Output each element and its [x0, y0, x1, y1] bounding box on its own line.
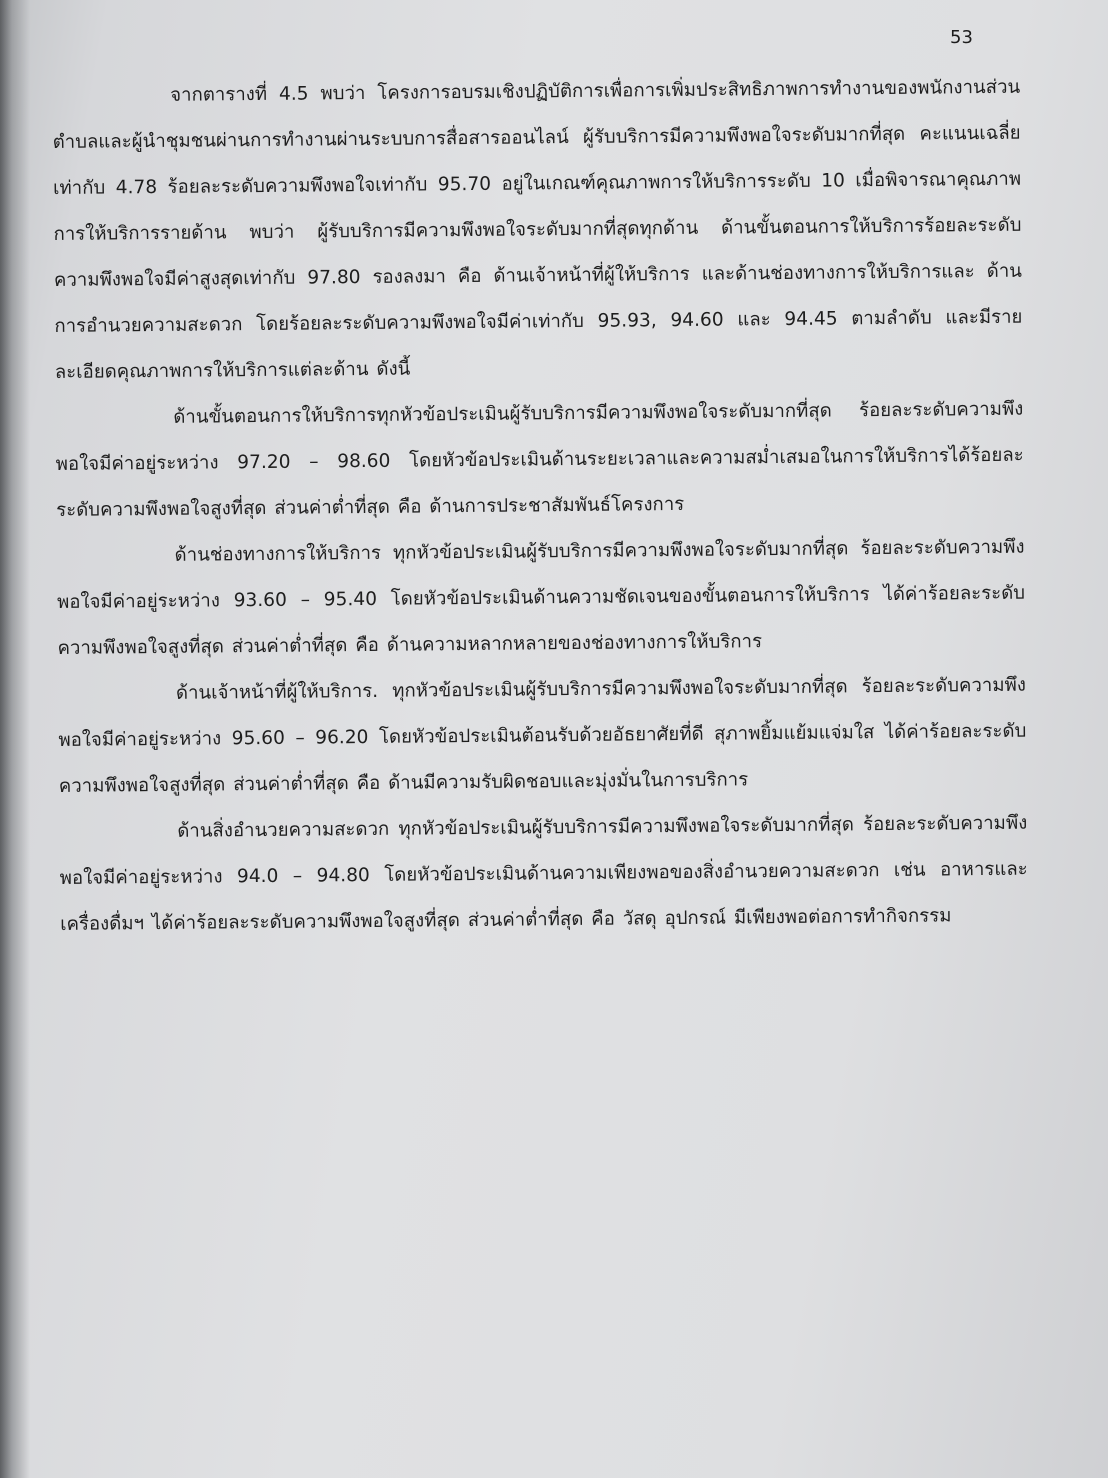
paragraph-staff: ด้านเจ้าหน้าที่ผู้ให้บริการ. ทุกหัวข้อประเมินผู้รับบริการมีความพึงพอใจระดับมากที่สุด ร้อยละระดับความพึงพอใจมีค่าอยู่ระหว่าง 95.60 – 96.20 โดยหัวข้อประเมินต้อนรับด้วยอัธยาศัยที่ดี สุภาพยิ้มแย้มแจ่มใส ได้ค่าร้อยละระดับความพึงพอใจสูงที่สุด ส่วนค่าต่ำที่สุด คือ ด้านมีความรับผิดชอบและมุ่งมั่นในการบริการ: [58, 674, 1027, 797]
paragraph-facilities: ด้านสิ่งอำนวยความสะดวก ทุกหัวข้อประเมินผู้รับบริการมีความพึงพอใจระดับมากที่สุด ร้อยละระดับความพึงพอใจมีค่าอยู่ระหว่าง 94.0 – 94.80 โดยหัวข้อประเมินด้านความเพียงพอของสิ่งอำนวยความสะดวก เช่น อาหารและเครื่องดื่มฯ ได้ค่าร้อยละระดับความพึงพอใจสูงที่สุด ส่วนค่าต่ำที่สุด คือ วัสดุ อุปกรณ์ มีเพียงพอต่อการทำกิจกรรม: [59, 812, 1028, 935]
paragraph-channels: ด้านช่องทางการให้บริการ ทุกหัวข้อประเมินผู้รับบริการมีความพึงพอใจระดับมากที่สุด ร้อยละระดับความพึงพอใจมีค่าอยู่ระหว่าง 93.60 – 95.40 โดยหัวข้อประเมินด้านความชัดเจนของขั้นตอนการให้บริการ ได้ค่าร้อยละระดับความพึงพอใจสูงที่สุด ส่วนค่าต่ำที่สุด คือ ด้านความหลากหลายของช่องทางการให้บริการ: [56, 536, 1026, 659]
page-edge-shadow: [0, 0, 30, 1478]
paragraph-procedure: ด้านขั้นตอนการให้บริการทุกหัวข้อประเมินผู้รับบริการมีความพึงพอใจระดับมากที่สุด ร้อยละระดับความพึงพอใจมีค่าอยู่ระหว่าง 97.20 – 98.60 โดยหัวข้อประเมินด้านระยะเวลาและความสม่ำเสมอในการให้บริการได้ร้อยละระดับความพึงพอใจสูงที่สุด ส่วนค่าต่ำที่สุด คือ ด้านการประชาสัมพันธ์โครงการ: [55, 398, 1024, 521]
page-number: 53: [950, 27, 973, 48]
body-text: [52, 65, 1028, 948]
paragraph-summary: จากตารางที่ 4.5 พบว่า โครงการอบรมเชิงปฏิบัติการเพื่อการเพิ่มประสิทธิภาพการทำงานของพนักงานส่วนตำบลและผู้นำชุมชนผ่านการทำงานผ่านระบบการสื่อสารออนไลน์ ผู้รับบริการมีความพึงพอใจระดับมากที่สุด คะแนนเฉลี่ยเท่ากับ 4.78 ร้อยละระดับความพึงพอใจเท่ากับ 95.70 อยู่ในเกณฑ์คุณภาพการให้บริการระดับ 10 เมื่อพิจารณาคุณภาพการให้บริการรายด้าน พบว่า ผู้รับบริการมีความพึงพอใจระดับมากที่สุดทุกด้าน ด้านขั้นตอนการให้บริการร้อยละระดับความพึงพอใจมีค่าสูงสุดเท่ากับ 97.80 รองลงมา คือ ด้านเจ้าหน้าที่ผู้ให้บริการ และด้านช่องทางการให้บริการและ ด้านการอำนวยความสะดวก โดยร้อยละระดับความพึงพอใจมีค่าเท่ากับ 95.93, 94.60 และ 94.45 ตามลำดับ และมีรายละเอียดคุณภาพการให้บริการแต่ละด้าน ดังนี้: [52, 76, 1023, 383]
